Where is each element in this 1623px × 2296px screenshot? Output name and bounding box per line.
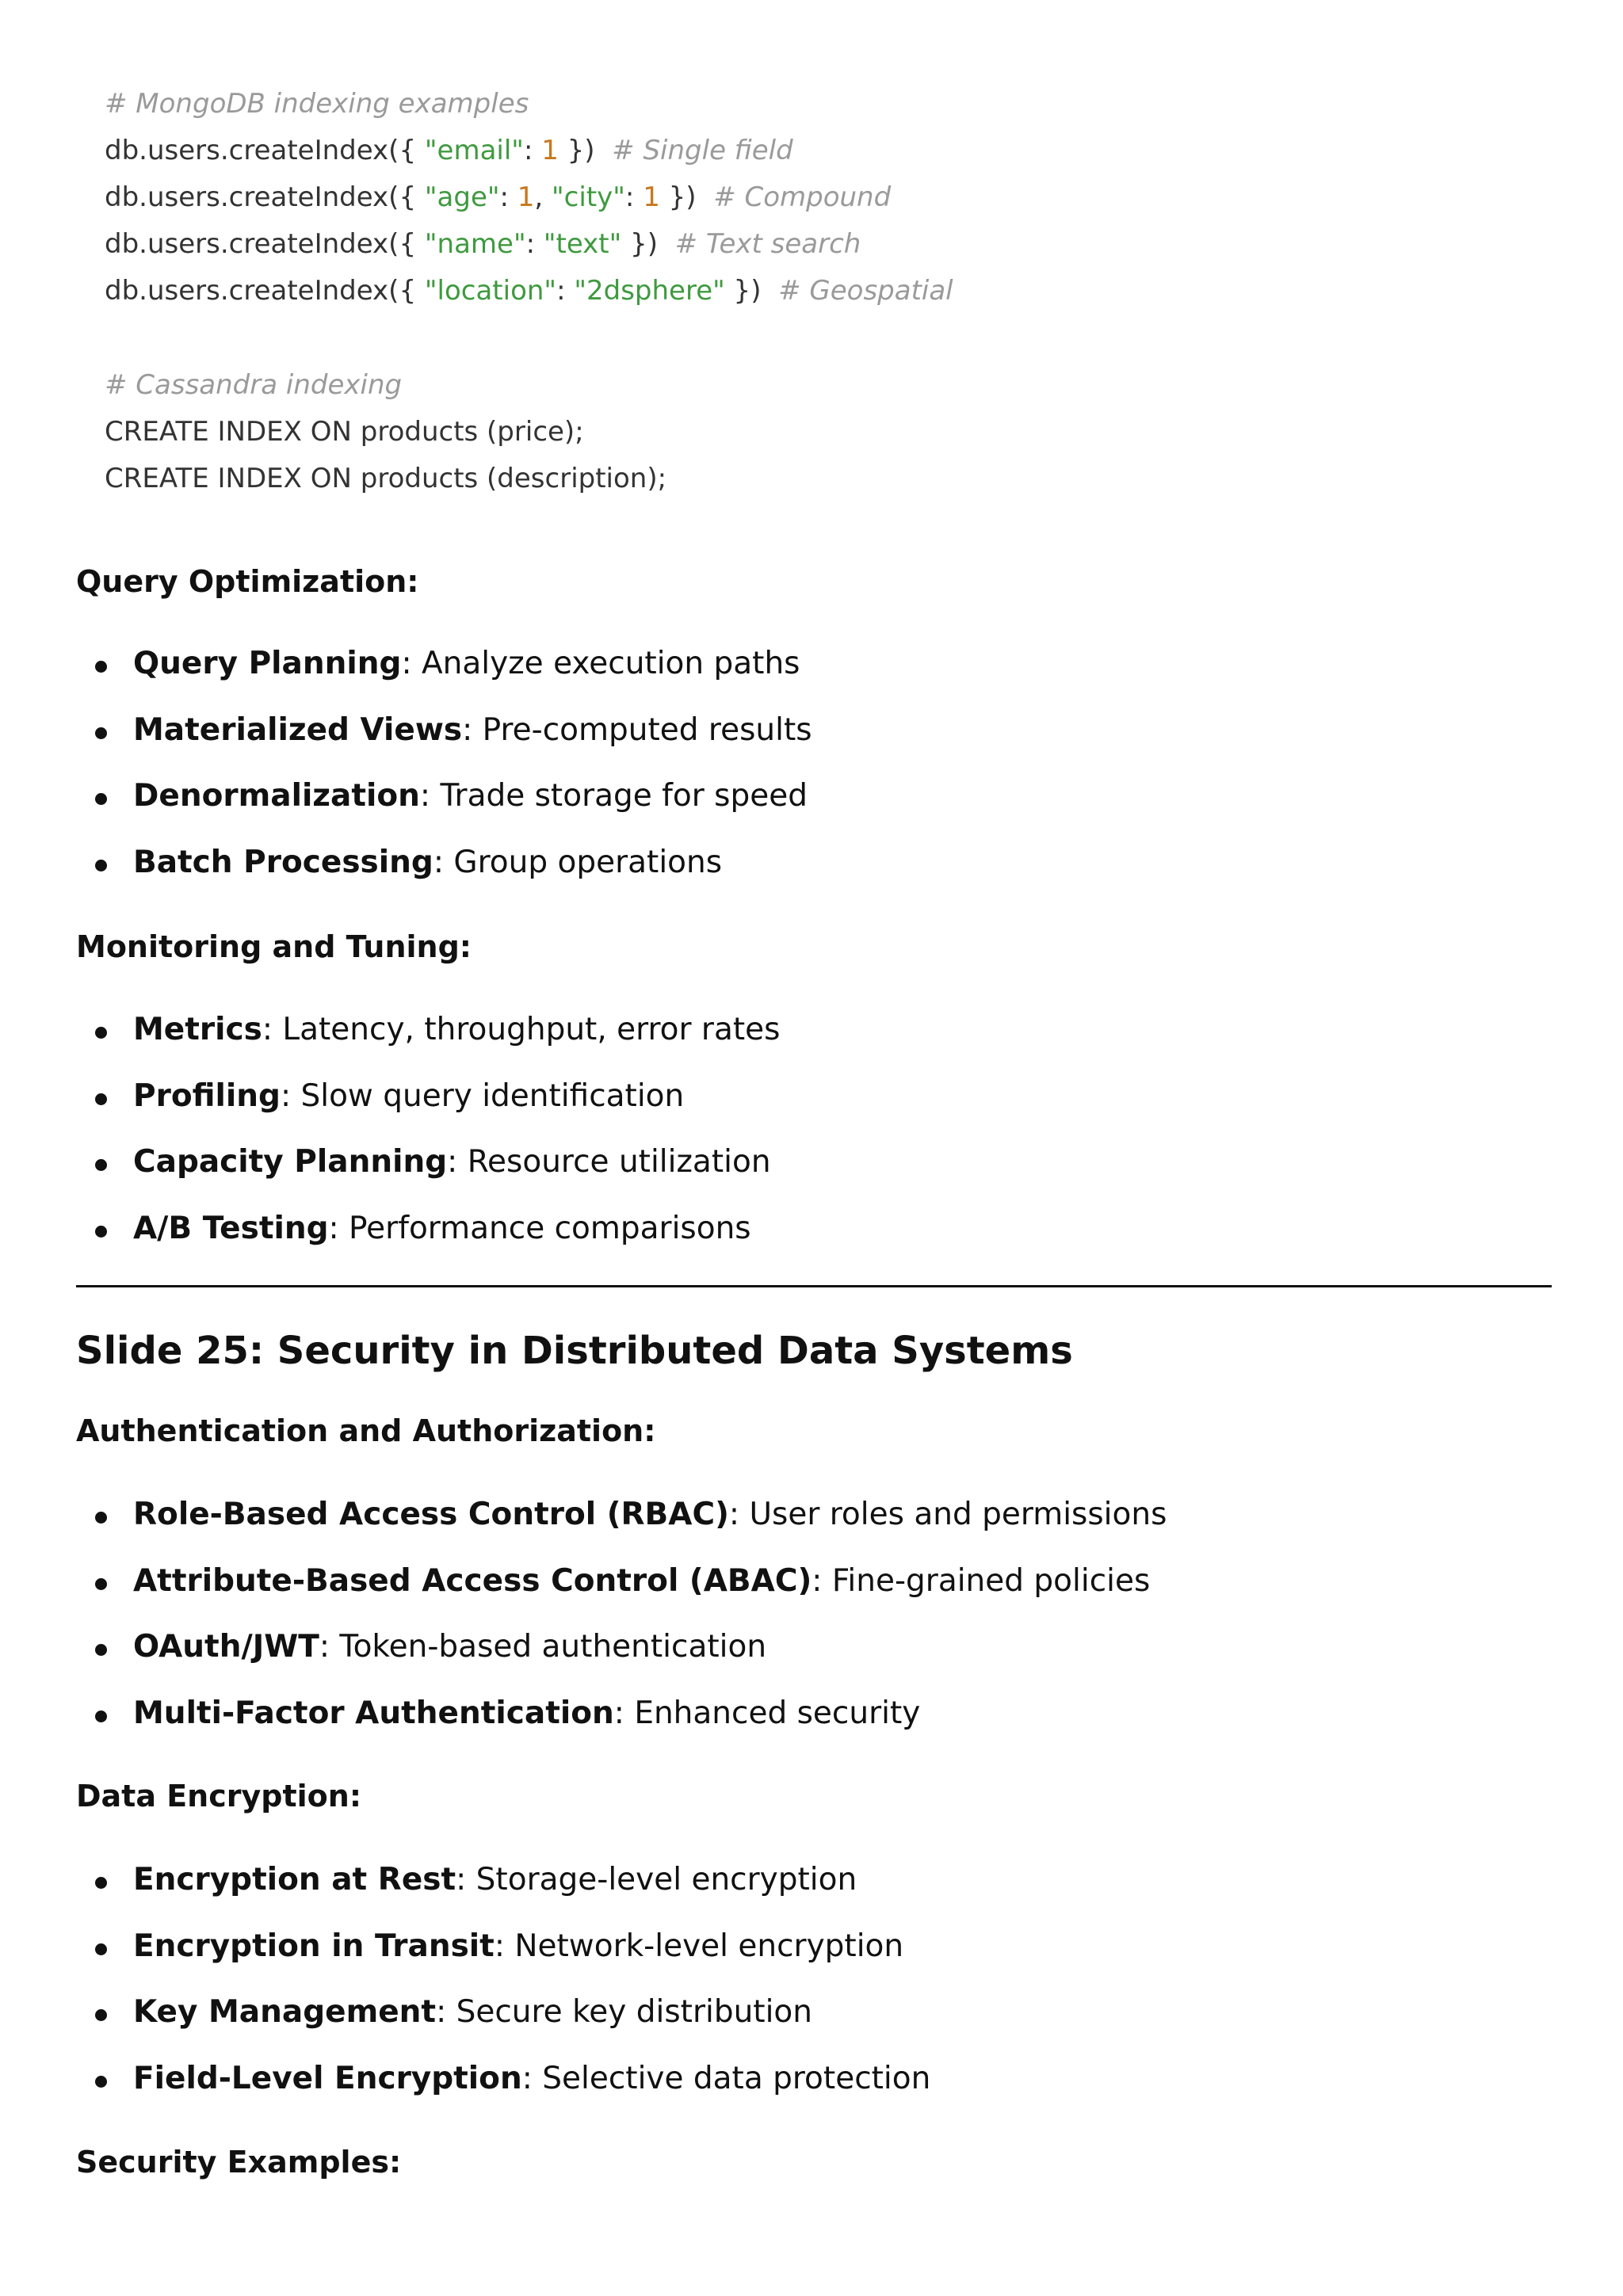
list-item-term: Denormalization [133,778,420,814]
code-comment-line [105,81,953,128]
list-item-term: Field-Level Encryption [133,2060,522,2096]
code-text: db.users.createIndex({ [105,181,425,213]
list-item-term: Key Management [133,1994,437,2030]
authentication-list [76,1494,1167,1759]
code-line [105,174,953,221]
list-item [76,1561,1167,1627]
list-item [76,1693,1167,1760]
list-item-desc: : Slow query identification [280,1077,685,1114]
list-item-term: Encryption at Rest [133,1862,456,1897]
list-item-term: Query Planning [133,646,402,681]
list-item [76,1859,930,1926]
code-text: }) [659,181,714,213]
code-text: : [624,181,643,213]
code-text: }) [558,135,613,166]
code-comment: # Single field [612,135,793,166]
code-comment: # Compound [713,181,892,213]
list-item-desc: : Trade storage for speed [419,778,808,814]
list-item-term: OAuth/JWT [133,1629,319,1665]
code-string: "age" [424,181,500,213]
list-item-desc: : Resource utilization [447,1144,771,1180]
list-item-term: Role-Based Access Control (RBAC) [133,1497,729,1532]
code-line [105,221,953,268]
code-string: "2dsphere" [574,275,725,307]
list-item [76,842,812,909]
encryption-list [76,1859,930,2124]
list-item-term: Attribute-Based Access Control (ABAC) [133,1562,812,1599]
code-number: 1 [517,181,535,213]
list-item-desc: : Secure key distribution [436,1994,812,2030]
list-item-term: Multi-Factor Authentication [133,1695,614,1731]
code-text: : [525,228,544,260]
list-item [76,2058,930,2125]
horizontal-divider [76,1285,1552,1287]
code-number: 1 [541,135,559,166]
code-comment: # Text search [674,228,861,260]
code-text: : [556,275,575,307]
list-item-desc: : Analyze execution paths [401,646,800,681]
code-text: db.users.createIndex({ [105,275,425,307]
list-item [76,1494,1167,1561]
code-number: 1 [643,181,660,213]
code-text: : [523,135,542,166]
code-string: "text" [543,228,622,260]
code-block [105,81,953,502]
code-comment: # MongoDB indexing examples [105,88,529,120]
list-item-term: A/B Testing [133,1210,329,1246]
section-heading-monitoring: Monitoring and Tuning: [76,929,472,964]
code-line [105,456,953,502]
list-item-term: Profiling [133,1077,281,1114]
code-text: : [499,181,517,213]
list-item [76,1926,930,1993]
list-item-desc: : Storage-level encryption [456,1862,857,1897]
list-item [76,710,812,776]
section-heading-encryption: Data Encryption: [76,1779,362,1814]
list-item [76,1009,780,1076]
code-string: "email" [424,135,524,166]
list-item-desc: : User roles and permissions [728,1497,1167,1532]
monitoring-list [76,1009,780,1274]
list-item-term: Batch Processing [133,844,433,880]
list-item [76,1076,780,1142]
list-item-desc: : Selective data protection [521,2060,931,2096]
list-item-term: Metrics [133,1012,262,1047]
list-item [76,643,812,710]
code-text: CREATE INDEX ON products (price); [105,416,584,448]
list-item-desc: : Pre-computed results [462,711,812,748]
code-string: "city" [552,181,625,213]
list-item-desc: : Token-based authentication [319,1629,767,1665]
code-text: db.users.createIndex({ [105,135,425,166]
code-comment-line [105,362,953,409]
list-item-term: Encryption in Transit [133,1928,495,1964]
code-text: CREATE INDEX ON products (description); [105,463,667,494]
code-string: "location" [424,275,557,307]
list-item-desc: : Enhanced security [613,1695,921,1731]
list-item-desc: : Network-level encryption [494,1928,904,1964]
list-item [76,776,812,842]
list-item-desc: : Fine-grained policies [812,1562,1151,1599]
code-line [105,409,953,456]
list-item [76,1627,1167,1693]
code-text: db.users.createIndex({ [105,228,425,260]
code-comment: # Geospatial [778,275,953,307]
code-comment: # Cassandra indexing [105,369,403,401]
code-text: , [534,181,552,213]
list-item [76,1142,780,1208]
code-line [105,128,953,174]
section-heading-authentication: Authentication and Authorization: [76,1413,656,1448]
query-optimization-list [76,643,812,908]
code-string: "name" [424,228,526,260]
list-item-term: Materialized Views [133,711,463,748]
list-item [76,1992,930,2058]
list-item-term: Capacity Planning [133,1144,448,1180]
code-text: }) [724,275,779,307]
section-heading-query-optimization: Query Optimization: [76,564,419,599]
code-blank-line [105,315,953,362]
list-item-desc: : Group operations [433,844,723,880]
section-heading-security-examples: Security Examples: [76,2145,402,2180]
code-line [105,268,953,315]
list-item-desc: : Latency, throughput, error rates [262,1012,781,1047]
list-item-desc: : Performance comparisons [328,1210,751,1246]
code-text: }) [621,228,675,260]
list-item [76,1208,780,1275]
slide-title: Slide 25: Security in Distributed Data Systems [76,1329,1073,1373]
